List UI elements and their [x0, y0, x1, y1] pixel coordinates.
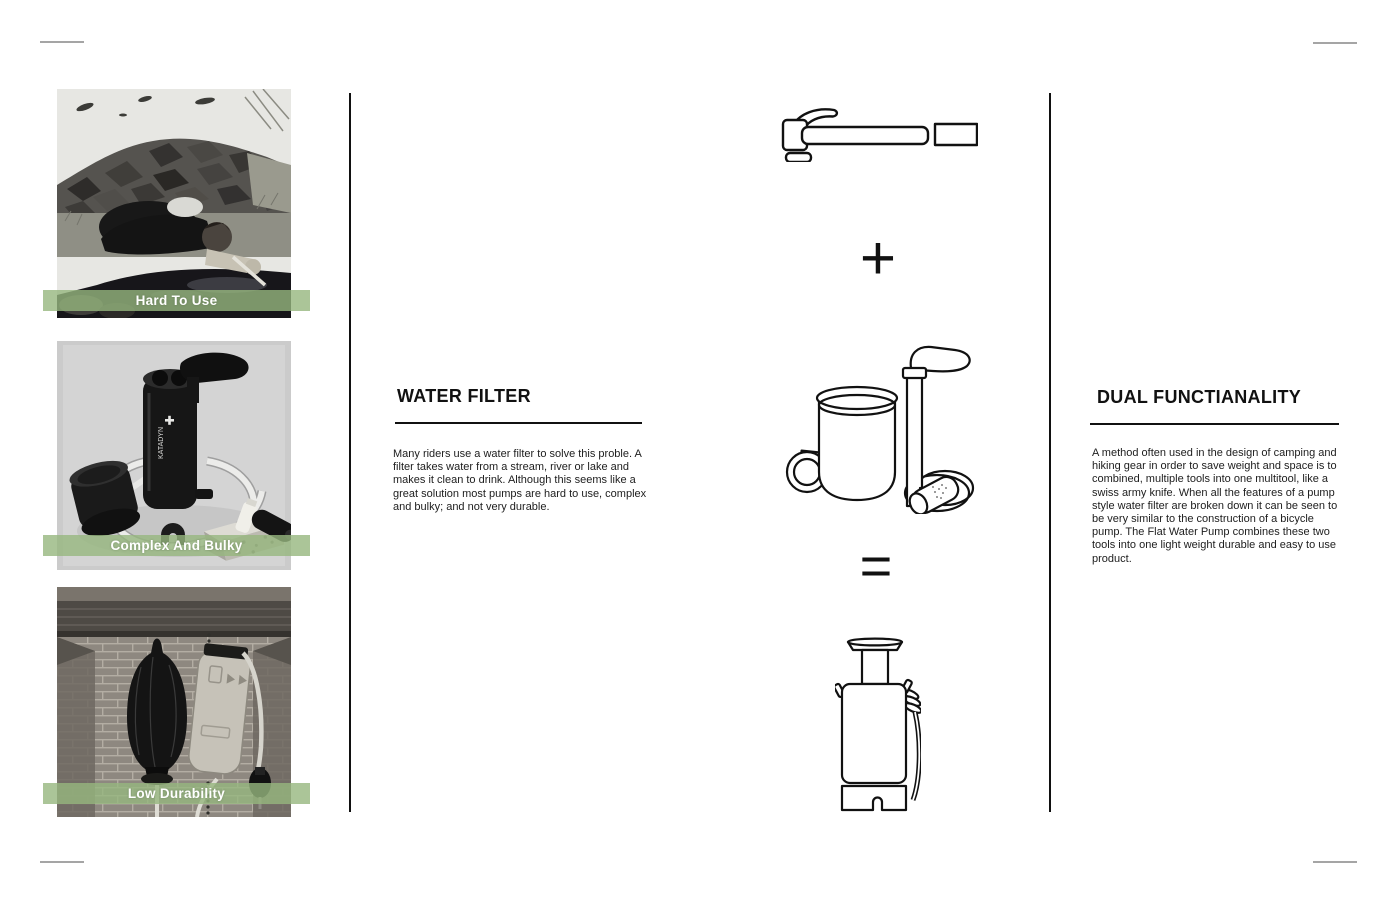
dual-functianality-title: DUAL FUNCTIANALITY: [1097, 387, 1302, 407]
caption-bar-hard-to-use: Hard To Use: [43, 290, 310, 311]
crop-mark-top-right: [1313, 42, 1357, 44]
crop-mark-bottom-right: [1313, 861, 1357, 863]
flat-water-pump-line-drawing: [835, 636, 921, 812]
dual-functianality-body-text: A method often used in the design of camping and hiking gear in order to save weight and space is to combined, multiple tools into one multitool, like a swiss army knife. When all the features of a pump style water filter are broken down it can be seen to be very similar to the construction of a bicycle pump. The Flat Water Pump combines these two tools into one light weight durable and easy to use product.: [1092, 447, 1338, 565]
crop-mark-bottom-left: [40, 861, 84, 863]
divider-rule-left: [349, 93, 351, 812]
hiker-drinking-from-stream-photo: [57, 89, 291, 318]
bicycle-pump-line-drawing: [778, 104, 978, 162]
water-filter-body-text: Many riders use a water filter to solve this proble. A filter takes water from a stream, river or lake and makes it clean to drink. Although this seems like a great solution most pumps are hard to use, complex and bulky; and not very durable.: [393, 448, 647, 513]
equals-operator: =: [859, 534, 893, 597]
water-filter-title: WATER FILTER: [397, 386, 531, 406]
crop-mark-top-left: [40, 41, 84, 43]
plus-operator: +: [859, 224, 897, 293]
katadyn-brand-text: KATADYN: [158, 426, 165, 459]
divider-rule-right: [1049, 93, 1051, 812]
photo-card-low-durability: [57, 587, 291, 817]
photo-card-complex-and-bulky: [57, 341, 291, 570]
caption-bar-complex-and-bulky: Complex And Bulky: [43, 535, 310, 556]
caption-bar-low-durability: Low Durability: [43, 783, 310, 804]
water-filter-title-rule: [395, 422, 642, 424]
photo-card-hard-to-use: [57, 89, 291, 318]
dual-functianality-title-rule: [1090, 423, 1339, 425]
pump-water-filter-line-drawing: [785, 342, 977, 514]
